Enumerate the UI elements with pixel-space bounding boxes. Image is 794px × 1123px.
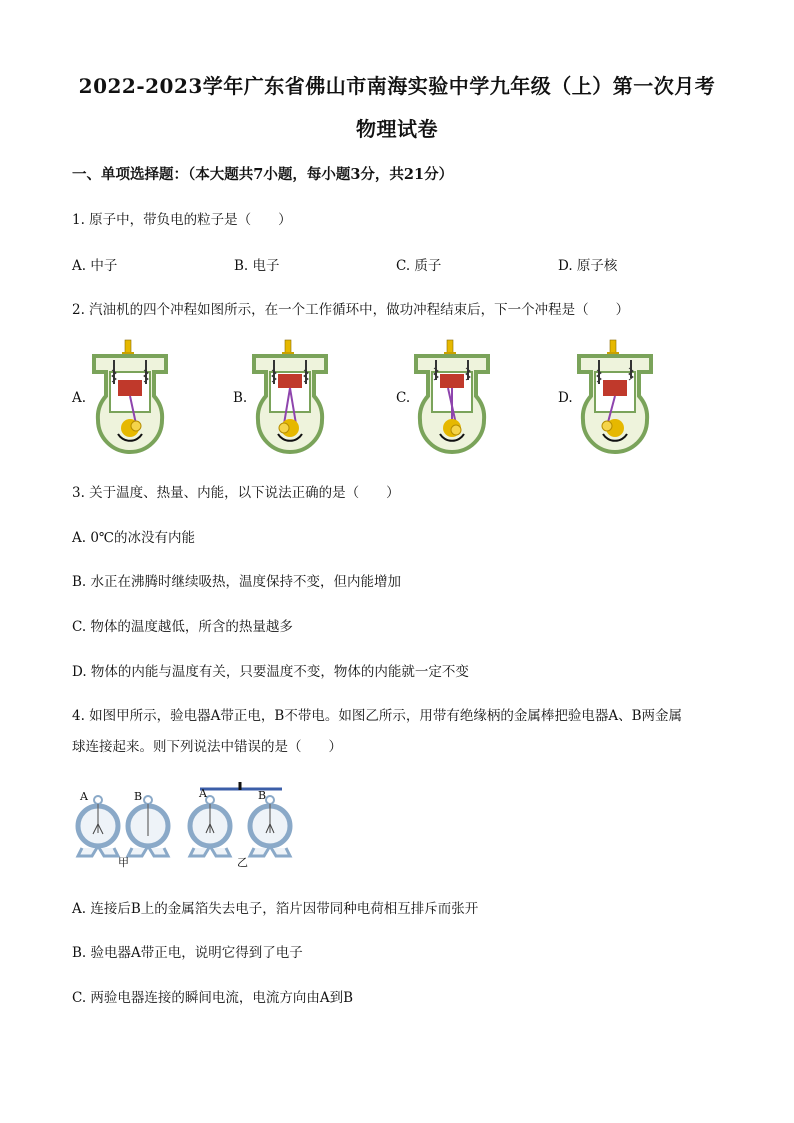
section-header: 一、单项选择题：（本大题共7小题，每小题3分，共21分） [72,166,454,183]
q1-option-d[interactable]: D. 原子核 [558,258,618,274]
q2-label-a[interactable]: A. [72,390,87,406]
q3-option-a[interactable]: A. 0℃的冰没有内能 [72,530,196,546]
electroscope-label-a1: A [80,790,88,803]
q4-option-b[interactable]: B. 验电器A带正电，说明它得到了电子 [72,945,303,961]
q1-option-c[interactable]: C. 质子 [396,258,442,274]
q3-option-c[interactable]: C. 物体的温度越低，所含的热量越多 [72,619,293,635]
q4-option-c[interactable]: C. 两验电器连接的瞬间电流，电流方向由A到B [72,990,354,1006]
q3-option-d[interactable]: D. 物体的内能与温度有关，只要温度不变，物体的内能就一定不变 [72,664,469,680]
electroscope-label-b2: B [258,789,267,802]
q4-stem-line2: 球连接起来。则下列说法中错误的是（ ） [72,739,342,755]
q4-option-a[interactable]: A. 连接后B上的金属箔失去电子，箔片因带同种电荷相互排斥而张开 [72,901,479,917]
electroscope-yi-b [250,796,290,856]
electroscope-label-a2: A [199,787,207,800]
q4-stem-line1: 4. 如图甲所示，验电器A带正电，B不带电。如图乙所示，用带有绝缘柄的金属棒把验电器A、B两金属 [72,708,683,724]
q3-option-b[interactable]: B. 水正在沸腾时继续吸热，温度保持不变，但内能增加 [72,574,402,590]
figure-caption-yi: 乙 [237,856,248,869]
electroscope-jia-b [128,796,168,856]
figure-caption-jia: 甲 [118,856,129,869]
document-title-line1: 2022-2023学年广东省佛山市南海实验中学九年级（上）第一次月考 [78,74,716,98]
q3-stem: 3. 关于温度、热量、内能，以下说法正确的是（ ） [72,485,400,501]
q1-option-b[interactable]: B. 电子 [234,258,280,274]
electroscope-figure [72,778,322,868]
q2-stem: 2. 汽油机的四个冲程如图所示，在一个工作循环中，做功冲程结束后，下一个冲程是（ ） [72,302,630,318]
engine-diagram-c [412,340,492,455]
q2-label-d[interactable]: D. [558,390,573,406]
q1-stem: 1. 原子中，带负电的粒子是（ ） [72,212,292,228]
q1-option-a[interactable]: A. 中子 [72,258,118,274]
q2-label-b[interactable]: B. [233,390,248,406]
q2-label-c[interactable]: C. [396,390,411,406]
electroscope-yi-a [190,796,230,856]
engine-diagram-d [575,340,655,455]
document-title-line2: 物理试卷 [356,117,438,141]
electroscope-jia-a [78,796,118,856]
electroscope-label-b1: B [134,790,143,803]
engine-diagram-a [90,340,170,455]
engine-diagram-b [250,340,330,455]
